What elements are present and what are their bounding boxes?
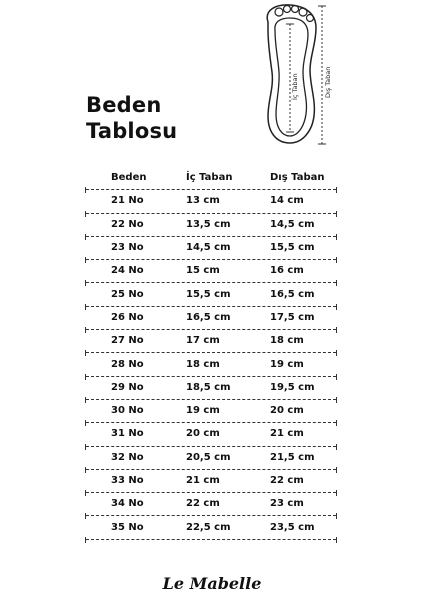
size-cell: 34 No — [111, 498, 144, 510]
inner-sole-cell: 13 cm — [186, 195, 220, 207]
inner-sole-cell: 20 cm — [186, 428, 220, 440]
outer-sole-cell: 19 cm — [270, 358, 304, 370]
outer-sole-cell: 18 cm — [270, 335, 304, 347]
foot-outline-icon — [250, 0, 350, 155]
outer-sole-cell: 20 cm — [270, 405, 304, 417]
inner-sole-cell: 21 cm — [186, 475, 220, 486]
table-row — [86, 376, 336, 399]
inner-sole-cell: 15 cm — [186, 265, 220, 277]
size-cell: 31 No — [111, 428, 144, 440]
inner-sole-cell: 18,5 cm — [186, 381, 231, 393]
table-row — [86, 422, 336, 445]
table-row — [86, 189, 336, 212]
inner-sole-cell: 15,5 cm — [186, 288, 231, 300]
size-table — [86, 166, 336, 539]
size-cell: 28 No — [111, 358, 144, 370]
header-outer-sole: Dış Taban — [270, 172, 325, 184]
size-cell: 21 No — [111, 195, 144, 207]
outer-sole-cell: 23 cm — [270, 498, 304, 510]
brand-logo: Le Mabelle — [162, 574, 262, 593]
size-cell: 33 No — [111, 475, 144, 486]
outer-sole-cell: 15,5 cm — [270, 242, 315, 254]
inner-sole-cell: 13,5 cm — [186, 218, 231, 230]
outer-sole-cell: 21,5 cm — [270, 451, 315, 463]
inner-sole-cell: 22,5 cm — [186, 521, 231, 533]
size-cell: 22 No — [111, 218, 144, 230]
inner-sole-cell: 19 cm — [186, 405, 220, 417]
table-row — [86, 213, 336, 236]
table-row — [86, 515, 336, 538]
size-cell: 29 No — [111, 381, 144, 393]
size-cell: 35 No — [111, 521, 144, 533]
outer-sole-cell: 14,5 cm — [270, 218, 315, 230]
table-row — [86, 259, 336, 282]
foot-diagram — [250, 0, 350, 159]
size-cell: 32 No — [111, 451, 144, 463]
outer-sole-cell: 17,5 cm — [270, 311, 315, 323]
title-line-1: Beden — [86, 93, 162, 117]
outer-sole-cell: 19,5 cm — [270, 381, 315, 393]
size-cell: 30 No — [111, 405, 144, 417]
inner-sole-cell: 18 cm — [186, 358, 220, 370]
size-cell: 27 No — [111, 335, 144, 347]
outer-sole-cell: 16 cm — [270, 265, 304, 277]
inner-sole-cell: 16,5 cm — [186, 311, 231, 323]
table-row — [86, 329, 336, 352]
table-row — [86, 446, 336, 469]
table-row — [86, 236, 336, 259]
inner-sole-cell: 20,5 cm — [186, 451, 231, 463]
size-cell: 24 No — [111, 265, 144, 277]
table-header — [86, 166, 336, 189]
size-cell: 23 No — [111, 242, 144, 254]
inner-sole-cell: 17 cm — [186, 335, 220, 347]
table-row — [86, 399, 336, 422]
outer-sole-cell: 16,5 cm — [270, 288, 315, 300]
inner-sole-cell: 14,5 cm — [186, 242, 231, 254]
inner-sole-label: İç Taban — [291, 73, 299, 100]
table-row — [86, 282, 336, 305]
outer-sole-cell: 22 cm — [270, 475, 304, 486]
table-row — [86, 306, 336, 329]
header-size: Beden — [111, 172, 147, 184]
outer-sole-label: Dış Taban — [324, 66, 332, 98]
size-cell: 26 No — [111, 311, 144, 323]
size-cell: 25 No — [111, 288, 144, 300]
inner-sole-cell: 22 cm — [186, 498, 220, 510]
table-row — [86, 469, 336, 492]
header-inner-sole: İç Taban — [186, 172, 233, 184]
table-row — [86, 352, 336, 375]
table-row — [86, 492, 336, 515]
page-title — [86, 92, 177, 144]
title-line-2: Tablosu — [86, 119, 178, 143]
outer-sole-cell: 14 cm — [270, 195, 304, 207]
outer-sole-cell: 23,5 cm — [270, 521, 315, 533]
outer-sole-cell: 21 cm — [270, 428, 304, 440]
